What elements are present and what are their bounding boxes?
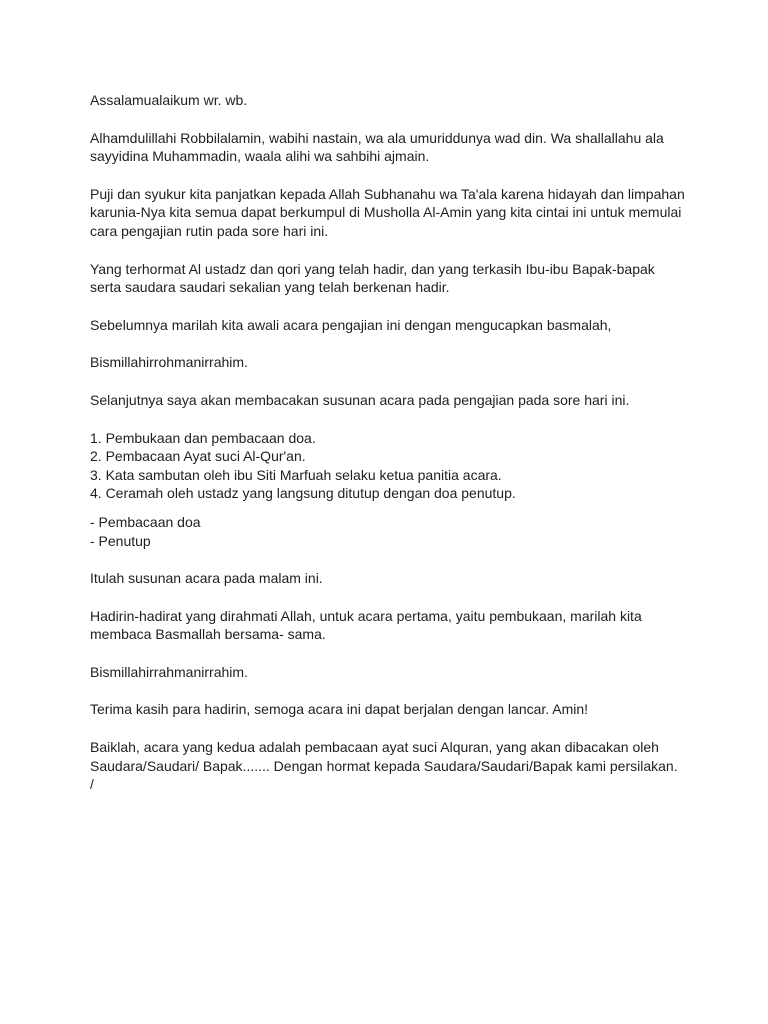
agenda-intro-paragraph: Selanjutnya saya akan membacakan susunan acara pada pengajian pada sore hari ini. [90,391,630,408]
sub-item-list [90,513,710,550]
basmalah-intro-paragraph: Sebelumnya marilah kita awali acara pengajian ini dengan mengucapkan basmalah, [90,316,612,333]
greeting-paragraph: Assalamualaikum wr. wb. [90,92,248,108]
agenda-list [90,429,710,503]
first-event-paragraph [90,607,710,644]
text-line: Baiklah, acara yang kedua adalah pembacaan ayat suci Alquran, yang akan dibacakan oleh [90,739,659,756]
text-line: Hadirin-hadirat yang dirahmati Allah, untuk acara pertama, yaitu pembukaan, marilah kita [90,607,642,624]
basmalah-paragraph: Bismillahirrohmanirrahim. [90,354,248,371]
text-line: Saudara/Saudari/ Bapak....... Dengan hormat kepada Saudara/Saudari/Bapak kami persilakan. [90,757,678,774]
list-item: - Penutup [90,532,151,549]
text-line: membaca Basmallah bersama- sama. [90,626,326,643]
opening-prayer-paragraph [90,129,710,166]
basmallah-paragraph: Bismillahirrahmanirrahim. [90,663,248,680]
list-item: 1. Pembukaan dan pembacaan doa. [90,429,316,446]
thanks-paragraph: Terima kasih para hadirin, semoga acara ini dapat berjalan dengan lancar. Amin! [90,701,589,718]
list-item: - Pembacaan doa [90,513,201,530]
agenda-closing-paragraph: Itulah susunan acara pada malam ini. [90,570,323,587]
list-item: 4. Ceramah oleh ustadz yang langsung ditutup dengan doa penutup. [90,485,516,502]
text-line: Yang terhormat Al ustadz dan qori yang telah hadir, dan yang terkasih Ibu-ibu Bapak-bapak [90,260,655,277]
text-line: serta saudara saudari sekalian yang telah berkenan hadir. [90,279,450,296]
text-line: Puji dan syukur kita panjatkan kepada Allah Subhanahu wa Ta'ala karena hidayah dan limpahan [90,185,685,202]
text-line: cara pengajian rutin pada sore hari ini. [90,222,329,239]
second-event-paragraph [90,738,710,794]
text-line: karunia-Nya kita semua dapat berkumpul di Musholla Al-Amin yang kita cintai ini untuk memulai [90,204,682,221]
document-body [90,91,710,813]
text-line: sayyidina Muhammadin, waala alihi wa sahbihi ajmain. [90,148,430,165]
list-item: 2. Pembacaan Ayat suci Al-Qur'an. [90,448,306,465]
text-line: Alhamdulillahi Robbilalamin, wabihi nastain, wa ala umuriddunya wad din. Wa shallallahu ala [90,129,664,146]
salutation-paragraph [90,260,710,297]
list-item: 3. Kata sambutan oleh ibu Siti Marfuah selaku ketua panitia acara. [90,466,502,483]
gratitude-paragraph [90,185,710,241]
text-line: / [90,776,94,793]
